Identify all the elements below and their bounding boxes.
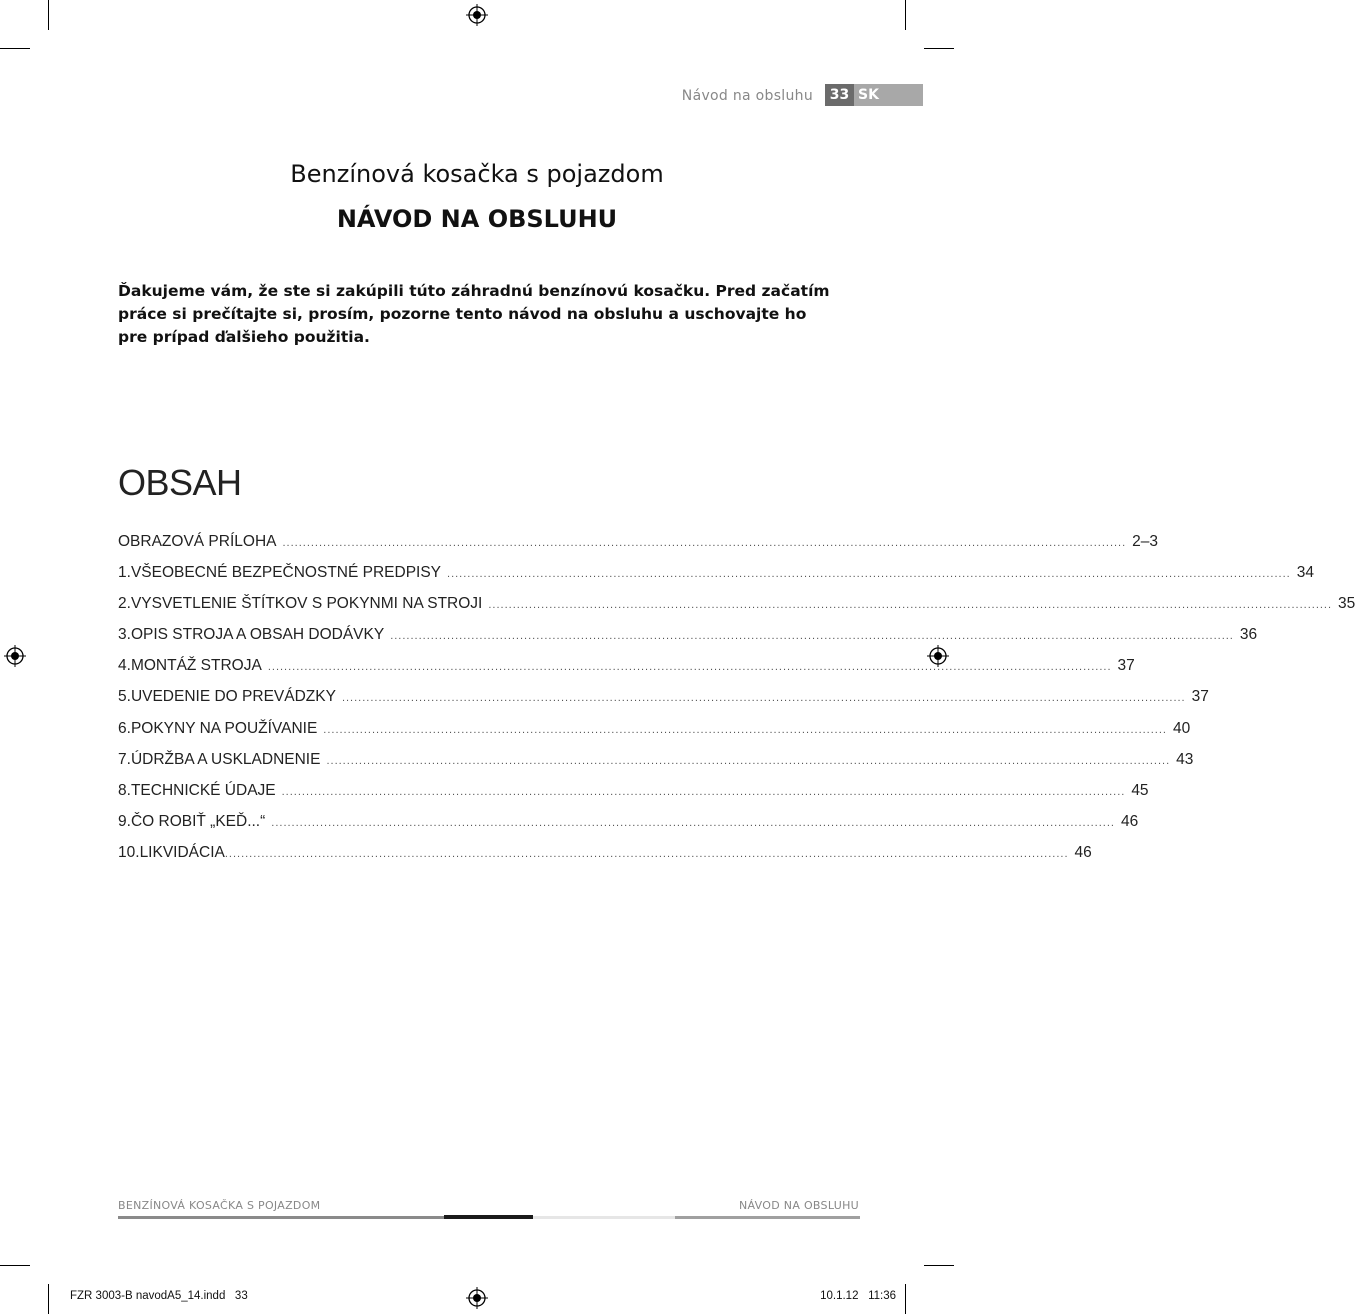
footer-left-label: BENZÍNOVÁ KOSAČKA S POJAZDOM [118, 1199, 321, 1212]
crop-mark [0, 1265, 30, 1266]
toc-entry-number: 6. [118, 719, 131, 737]
footer-right-label: NÁVOD NA OBSLUHU [738, 1199, 859, 1212]
slug-file-info: FZR 3003-B navodA5_14.indd 33 [70, 1290, 248, 1302]
crop-mark [924, 1265, 954, 1266]
toc-entry-label: LIKVIDÁCIA [139, 843, 225, 861]
toc-entry[interactable] [118, 657, 1135, 688]
toc-entry-number: 1. [118, 564, 131, 582]
toc-entry-label: TECHNICKÉ ÚDAJE [130, 781, 276, 799]
slug-date: 10.1.12 11:36 [820, 1290, 896, 1302]
toc-entry-label: MONTÁŽ STROJA [130, 657, 262, 675]
toc-entry-page: 36 [1239, 626, 1258, 644]
document-subtitle: NÁVOD NA OBSLUHU [336, 205, 618, 233]
document-title: Benzínová kosačka s pojazdom [290, 160, 664, 188]
toc-entry-page: 35 [1338, 595, 1355, 613]
toc-entry-number: 9. [118, 812, 131, 830]
toc-leader: ................................................................................................................................................................................................................ [326, 754, 1171, 767]
toc-leader: ................................................................................................................................................................................................................ [281, 785, 1126, 798]
toc-entry-page: 46 [1120, 812, 1139, 830]
crop-mark [905, 0, 906, 30]
toc-entry-label: OBRAZOVÁ PRÍLOHA [118, 533, 277, 550]
toc-entry[interactable] [118, 564, 1314, 595]
toc-entry-label: UVEDENIE DO PREVÁDZKY [130, 688, 336, 706]
crop-mark [48, 0, 49, 30]
toc-entry-page: 40 [1172, 719, 1191, 737]
toc-entry-label: VYSVETLENIE ŠTÍTKOV S POKYNMI NA STROJI [130, 595, 483, 613]
toc-entry[interactable] [118, 595, 1355, 626]
toc-entry-number: 2. [118, 595, 131, 613]
footer-bar [444, 1215, 533, 1219]
footer-bar [675, 1216, 860, 1219]
toc-entry[interactable] [118, 533, 1159, 564]
toc-entry-page: 45 [1131, 781, 1149, 799]
crop-mark [48, 1284, 49, 1314]
toc-leader: ................................................................................................................................................................................................................ [323, 723, 1167, 736]
toc-entry-number: 4. [118, 657, 131, 675]
toc-entry-label: VŠEOBECNÉ BEZPEČNOSTNÉ PREDPISY [130, 564, 442, 582]
toc-entry-number: 3. [118, 626, 131, 644]
toc-entry-page: 34 [1296, 564, 1314, 582]
toc-entry-number: 7. [118, 750, 131, 768]
language-code: SK [858, 87, 879, 103]
toc-entry-page: 2–3 [1132, 533, 1159, 550]
crop-mark [924, 48, 954, 49]
toc-entry-page: 46 [1074, 843, 1092, 861]
crop-mark [0, 48, 30, 49]
toc-entry-number: 10. [118, 843, 140, 861]
toc-entry-label: OPIS STROJA A OBSAH DODÁVKY [130, 626, 385, 644]
toc-entry-page: 43 [1176, 750, 1194, 768]
toc-entry[interactable] [118, 719, 1191, 751]
toc-entry-number: 8. [118, 781, 131, 799]
toc-leader: ................................................................................................................................................................................................................ [271, 816, 1115, 829]
toc-leader: ................................................................................................................................................................................................................ [390, 630, 1234, 643]
toc-entry-page: 37 [1191, 688, 1209, 706]
toc-leader: ................................................................................................................................................................................................................ [267, 661, 1112, 674]
toc-entry[interactable] [118, 688, 1209, 719]
footer-bar [118, 1216, 444, 1219]
table-of-contents [118, 533, 1355, 875]
toc-entry[interactable] [118, 750, 1194, 782]
toc-entry[interactable] [118, 843, 1092, 875]
toc-entry[interactable] [118, 781, 1149, 813]
toc-entry[interactable] [118, 626, 1258, 657]
intro-paragraph: Ďakujeme vám, že ste si zakúpili túto záhradnú benzínovú kosačku. Pred začatím práce si prečítajte si, prosím, pozorne tento návod na obsluhu a uschovajte ho pre prípad ďalšieho použitia. [118, 282, 830, 346]
toc-heading: OBSAH [118, 462, 242, 503]
toc-entry-label: ÚDRŽBA A USKLADNENIE [130, 750, 321, 768]
toc-entry-label: POKYNY NA POUŽÍVANIE [130, 719, 318, 737]
registration-mark-icon [466, 4, 488, 26]
toc-leader: ................................................................................................................................................................................................................ [224, 847, 1069, 860]
toc-entry-number: 5. [118, 688, 131, 706]
toc-leader: ................................................................................................................................................................................................................ [488, 599, 1333, 612]
running-header-label: Návod na obsluhu [681, 88, 813, 104]
registration-mark-icon [466, 1287, 488, 1309]
toc-leader: ................................................................................................................................................................................................................ [447, 568, 1291, 581]
page-number: 33 [825, 84, 854, 106]
toc-leader: ................................................................................................................................................................................................................ [282, 537, 1127, 549]
toc-entry[interactable] [118, 812, 1139, 844]
crop-mark [905, 1284, 906, 1314]
toc-entry-page: 37 [1117, 657, 1135, 675]
registration-mark-icon [4, 645, 26, 667]
toc-entry-label: ČO ROBIŤ „KEĎ...“ [130, 812, 266, 830]
toc-leader: ................................................................................................................................................................................................................ [341, 692, 1186, 705]
footer-bar [533, 1216, 675, 1219]
